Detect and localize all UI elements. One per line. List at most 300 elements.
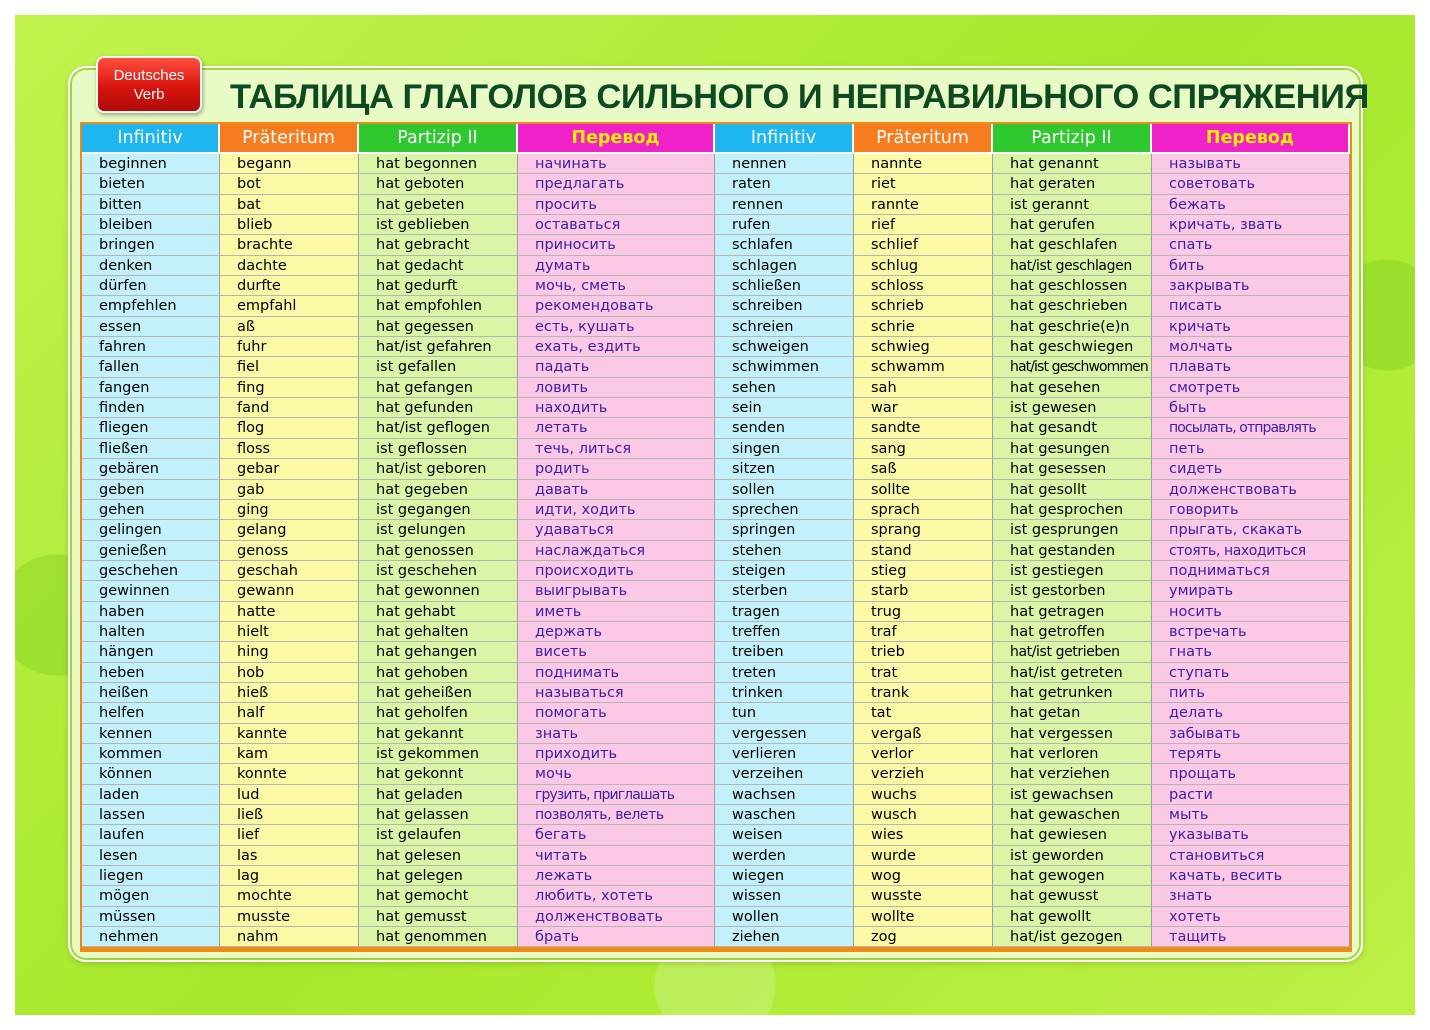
translation-cell: умирать [1152,581,1350,601]
infinitiv-cell: gelingen [82,520,220,540]
translation-cell: плавать [1152,357,1350,377]
partizip-cell: hat genommen [359,927,518,947]
infinitiv-cell: schlafen [715,235,854,255]
translation-cell: позволять, велеть [518,805,715,825]
partizip-cell: ist gerannt [993,195,1152,215]
partizip-cell: hat gelesen [359,846,518,866]
prateritum-cell: fuhr [220,337,359,357]
translation-cell: называть [1152,154,1350,174]
translation-cell: качать, весить [1152,866,1350,886]
partizip-cell: hat empfohlen [359,296,518,316]
prateritum-cell: schlief [854,235,993,255]
partizip-cell: hat gelegen [359,866,518,886]
partizip-cell: hat gefunden [359,398,518,418]
infinitiv-cell: laufen [82,825,220,845]
prateritum-cell: flog [220,418,359,438]
infinitiv-cell: denken [82,256,220,276]
prateritum-cell: hing [220,642,359,662]
prateritum-cell: fand [220,398,359,418]
partizip-cell: hat geladen [359,785,518,805]
prateritum-cell: riet [854,174,993,194]
prateritum-cell: genoss [220,541,359,561]
infinitiv-cell: waschen [715,805,854,825]
translation-cell: долженствовать [518,907,715,927]
translation-cell: родить [518,459,715,479]
translation-cell: предлагать [518,174,715,194]
infinitiv-cell: wiegen [715,866,854,886]
prateritum-cell: verzieh [854,764,993,784]
header-translation: Перевод [1152,124,1350,154]
partizip-cell: ist geblieben [359,215,518,235]
prateritum-cell: mochte [220,886,359,906]
prateritum-cell: sah [854,378,993,398]
partizip-cell: hat geschlafen [993,235,1152,255]
partizip-cell: hat gehoben [359,663,518,683]
infinitiv-cell: steigen [715,561,854,581]
partizip-cell: hat gemocht [359,886,518,906]
translation-cell: мыть [1152,805,1350,825]
logo-line-2: Verb [133,86,165,103]
infinitiv-cell: bleiben [82,215,220,235]
prateritum-cell: fiel [220,357,359,377]
partizip-cell: hat gekannt [359,724,518,744]
translation-cell: называться [518,683,715,703]
infinitiv-cell: geschehen [82,561,220,581]
infinitiv-cell: ziehen [715,927,854,947]
prateritum-cell: schwieg [854,337,993,357]
partizip-cell: hat geholfen [359,703,518,723]
partizip-cell: ist geschehen [359,561,518,581]
partizip-cell: ist gelaufen [359,825,518,845]
infinitiv-cell: hängen [82,642,220,662]
translation-cell: летать [518,418,715,438]
translation-cell: носить [1152,602,1350,622]
infinitiv-cell: liegen [82,866,220,886]
header-infinitiv: Infinitiv [715,124,854,154]
translation-cell: происходить [518,561,715,581]
infinitiv-cell: mögen [82,886,220,906]
translation-cell: оставаться [518,215,715,235]
infinitiv-cell: sitzen [715,459,854,479]
prateritum-cell: konnte [220,764,359,784]
infinitiv-cell: schreiben [715,296,854,316]
partizip-cell: hat gewaschen [993,805,1152,825]
translation-cell: закрывать [1152,276,1350,296]
header-prateritum: Präteritum [220,124,359,154]
partizip-cell: hat gesungen [993,439,1152,459]
partizip-cell: ist gegangen [359,500,518,520]
translation-cell: бежать [1152,195,1350,215]
infinitiv-cell: wollen [715,907,854,927]
prateritum-cell: dachte [220,256,359,276]
deutsches-verb-logo [96,56,202,113]
prateritum-cell: begann [220,154,359,174]
translation-cell: поднимать [518,663,715,683]
header-infinitiv: Infinitiv [82,124,220,154]
translation-cell: гнать [1152,642,1350,662]
infinitiv-cell: rennen [715,195,854,215]
infinitiv-cell: laden [82,785,220,805]
page-title: ТАБЛИЦА ГЛАГОЛОВ СИЛЬНОГО И НЕПРАВИЛЬНОГО СПРЯЖЕНИЯ [230,78,1369,116]
infinitiv-cell: treiben [715,642,854,662]
partizip-cell: ist gestiegen [993,561,1152,581]
prateritum-cell: rief [854,215,993,235]
prateritum-cell: nahm [220,927,359,947]
partizip-cell: hat gegessen [359,317,518,337]
infinitiv-cell: sehen [715,378,854,398]
partizip-cell: hat getragen [993,602,1152,622]
prateritum-cell: schrieb [854,296,993,316]
partizip-cell: hat gewollt [993,907,1152,927]
prateritum-cell: brachte [220,235,359,255]
translation-cell: бегать [518,825,715,845]
infinitiv-cell: rufen [715,215,854,235]
infinitiv-cell: verzeihen [715,764,854,784]
infinitiv-cell: sprechen [715,500,854,520]
prateritum-cell: ging [220,500,359,520]
translation-cell: спать [1152,235,1350,255]
prateritum-cell: zog [854,927,993,947]
translation-cell: кричать, звать [1152,215,1350,235]
prateritum-cell: gewann [220,581,359,601]
infinitiv-cell: vergessen [715,724,854,744]
prateritum-cell: wies [854,825,993,845]
translation-cell: помогать [518,703,715,723]
prateritum-cell: traf [854,622,993,642]
prateritum-cell: wuchs [854,785,993,805]
translation-cell: приносить [518,235,715,255]
partizip-cell: hat/ist geflogen [359,418,518,438]
translation-cell: есть, кушать [518,317,715,337]
partizip-cell: hat/ist gefahren [359,337,518,357]
prateritum-cell: hatte [220,602,359,622]
infinitiv-cell: weisen [715,825,854,845]
translation-cell: знать [518,724,715,744]
partizip-cell: hat gegeben [359,480,518,500]
translation-cell: петь [1152,439,1350,459]
partizip-cell: hat gesollt [993,480,1152,500]
translation-cell: смотреть [1152,378,1350,398]
prateritum-cell: floss [220,439,359,459]
prateritum-cell: las [220,846,359,866]
partizip-cell: hat getan [993,703,1152,723]
translation-cell: мочь, сметь [518,276,715,296]
prateritum-cell: tat [854,703,993,723]
prateritum-cell: schrie [854,317,993,337]
logo-line-1: Deutsches [113,67,185,84]
prateritum-cell: aß [220,317,359,337]
prateritum-cell: trug [854,602,993,622]
partizip-cell: hat gekonnt [359,764,518,784]
infinitiv-cell: fliegen [82,418,220,438]
verb-table [80,122,1352,952]
header-translation: Перевод [518,124,715,154]
translation-cell: держать [518,622,715,642]
partizip-cell: hat gewonnen [359,581,518,601]
infinitiv-cell: stehen [715,541,854,561]
prateritum-cell: ließ [220,805,359,825]
translation-cell: любить, хотеть [518,886,715,906]
prateritum-cell: blieb [220,215,359,235]
translation-cell: начинать [518,154,715,174]
infinitiv-cell: schweigen [715,337,854,357]
infinitiv-cell: geben [82,480,220,500]
prateritum-cell: wollte [854,907,993,927]
partizip-cell: hat geschrie(e)n [993,317,1152,337]
infinitiv-cell: wissen [715,886,854,906]
prateritum-cell: trat [854,663,993,683]
partizip-cell: hat gewiesen [993,825,1152,845]
prateritum-cell: verlor [854,744,993,764]
partizip-cell: hat gesprochen [993,500,1152,520]
prateritum-cell: stand [854,541,993,561]
partizip-cell: hat/ist geschwommen [993,357,1152,377]
prateritum-cell: starb [854,581,993,601]
partizip-cell: hat gelassen [359,805,518,825]
translation-cell: думать [518,256,715,276]
translation-cell: идти, ходить [518,500,715,520]
prateritum-cell: lag [220,866,359,886]
partizip-cell: ist gewesen [993,398,1152,418]
infinitiv-cell: können [82,764,220,784]
infinitiv-cell: schlagen [715,256,854,276]
infinitiv-cell: sterben [715,581,854,601]
infinitiv-cell: trinken [715,683,854,703]
infinitiv-cell: treffen [715,622,854,642]
infinitiv-cell: müssen [82,907,220,927]
partizip-cell: hat gesessen [993,459,1152,479]
translation-cell: становиться [1152,846,1350,866]
infinitiv-cell: bitten [82,195,220,215]
infinitiv-cell: lassen [82,805,220,825]
prateritum-cell: wurde [854,846,993,866]
partizip-cell: hat gehangen [359,642,518,662]
infinitiv-cell: schließen [715,276,854,296]
infinitiv-cell: fließen [82,439,220,459]
partizip-cell: hat genossen [359,541,518,561]
partizip-cell: hat verloren [993,744,1152,764]
infinitiv-cell: verlieren [715,744,854,764]
prateritum-cell: hieß [220,683,359,703]
translation-cell: посылать, отправлять [1152,418,1350,438]
prateritum-cell: lief [220,825,359,845]
infinitiv-cell: heißen [82,683,220,703]
partizip-cell: hat gewogen [993,866,1152,886]
partizip-cell: hat gefangen [359,378,518,398]
translation-cell: приходить [518,744,715,764]
partizip-cell: hat geschrieben [993,296,1152,316]
translation-cell: грузить, приглашать [518,785,715,805]
partizip-cell: hat getrunken [993,683,1152,703]
partizip-cell: ist gestorben [993,581,1152,601]
translation-cell: тащить [1152,927,1350,947]
prateritum-cell: trank [854,683,993,703]
infinitiv-cell: fangen [82,378,220,398]
prateritum-cell: sandte [854,418,993,438]
translation-cell: кричать [1152,317,1350,337]
translation-cell: течь, литься [518,439,715,459]
translation-cell: висеть [518,642,715,662]
infinitiv-cell: werden [715,846,854,866]
prateritum-cell: schwamm [854,357,993,377]
infinitiv-cell: genießen [82,541,220,561]
infinitiv-cell: sollen [715,480,854,500]
partizip-cell: hat begonnen [359,154,518,174]
translation-cell: находить [518,398,715,418]
translation-cell: ехать, ездить [518,337,715,357]
infinitiv-cell: dürfen [82,276,220,296]
infinitiv-cell: essen [82,317,220,337]
translation-cell: лежать [518,866,715,886]
translation-cell: рекомендовать [518,296,715,316]
prateritum-cell: schlug [854,256,993,276]
partizip-cell: hat geschlossen [993,276,1152,296]
translation-cell: забывать [1152,724,1350,744]
partizip-cell: hat/ist geboren [359,459,518,479]
prateritum-cell: rannte [854,195,993,215]
partizip-cell: hat geheißen [359,683,518,703]
translation-cell: ловить [518,378,715,398]
infinitiv-cell: singen [715,439,854,459]
infinitiv-cell: schwimmen [715,357,854,377]
translation-cell: сидеть [1152,459,1350,479]
partizip-cell: hat verziehen [993,764,1152,784]
partizip-cell: hat geboten [359,174,518,194]
prateritum-cell: saß [854,459,993,479]
infinitiv-cell: sein [715,398,854,418]
translation-cell: делать [1152,703,1350,723]
translation-cell: писать [1152,296,1350,316]
partizip-cell: ist gefallen [359,357,518,377]
prateritum-cell: gab [220,480,359,500]
partizip-cell: hat gemusst [359,907,518,927]
prateritum-cell: wog [854,866,993,886]
partizip-cell: hat gebeten [359,195,518,215]
infinitiv-cell: heben [82,663,220,683]
infinitiv-cell: schreien [715,317,854,337]
partizip-cell: ist gelungen [359,520,518,540]
infinitiv-cell: fahren [82,337,220,357]
partizip-cell: ist gekommen [359,744,518,764]
translation-cell: говорить [1152,500,1350,520]
partizip-cell: hat gebracht [359,235,518,255]
partizip-cell: hat geschwiegen [993,337,1152,357]
partizip-cell: hat gerufen [993,215,1152,235]
partizip-cell: hat genannt [993,154,1152,174]
header-partizip: Partizip II [993,124,1152,154]
translation-cell: прощать [1152,764,1350,784]
prateritum-cell: durfte [220,276,359,296]
translation-cell: брать [518,927,715,947]
prateritum-cell: hielt [220,622,359,642]
partizip-cell: hat getroffen [993,622,1152,642]
prateritum-cell: kam [220,744,359,764]
translation-cell: бить [1152,256,1350,276]
infinitiv-cell: bieten [82,174,220,194]
partizip-cell: ist gewachsen [993,785,1152,805]
partizip-cell: hat gewusst [993,886,1152,906]
translation-cell: терять [1152,744,1350,764]
translation-cell: подниматься [1152,561,1350,581]
translation-cell: читать [518,846,715,866]
prateritum-cell: geschah [220,561,359,581]
translation-cell: наслаждаться [518,541,715,561]
partizip-cell: ist geworden [993,846,1152,866]
prateritum-cell: wusste [854,886,993,906]
prateritum-cell: schloss [854,276,993,296]
translation-cell: долженствовать [1152,480,1350,500]
prateritum-cell: fing [220,378,359,398]
infinitiv-cell: beginnen [82,154,220,174]
prateritum-cell: gelang [220,520,359,540]
infinitiv-cell: lesen [82,846,220,866]
translation-cell: молчать [1152,337,1350,357]
prateritum-cell: empfahl [220,296,359,316]
partizip-cell: hat vergessen [993,724,1152,744]
prateritum-cell: lud [220,785,359,805]
translation-cell: пить [1152,683,1350,703]
infinitiv-cell: nehmen [82,927,220,947]
prateritum-cell: bot [220,174,359,194]
partizip-cell: hat gedacht [359,256,518,276]
translation-cell: падать [518,357,715,377]
infinitiv-cell: kennen [82,724,220,744]
infinitiv-cell: gewinnen [82,581,220,601]
translation-cell: знать [1152,886,1350,906]
partizip-cell: ist geflossen [359,439,518,459]
translation-cell: мочь [518,764,715,784]
prateritum-cell: bat [220,195,359,215]
infinitiv-cell: tun [715,703,854,723]
infinitiv-cell: halten [82,622,220,642]
translation-cell: иметь [518,602,715,622]
partizip-cell: hat gehabt [359,602,518,622]
infinitiv-cell: raten [715,174,854,194]
translation-cell: давать [518,480,715,500]
prateritum-cell: nannte [854,154,993,174]
infinitiv-cell: bringen [82,235,220,255]
infinitiv-cell: finden [82,398,220,418]
partizip-cell: hat gehalten [359,622,518,642]
prateritum-cell: sprach [854,500,993,520]
partizip-cell: hat/ist geschlagen [993,256,1152,276]
partizip-cell: hat gesehen [993,378,1152,398]
infinitiv-cell: haben [82,602,220,622]
prateritum-cell: sollte [854,480,993,500]
partizip-cell: hat/ist getrieben [993,642,1152,662]
infinitiv-cell: tragen [715,602,854,622]
infinitiv-cell: gehen [82,500,220,520]
infinitiv-cell: treten [715,663,854,683]
partizip-cell: hat geraten [993,174,1152,194]
prateritum-cell: wusch [854,805,993,825]
partizip-cell: hat gedurft [359,276,518,296]
header-partizip: Partizip II [359,124,518,154]
partizip-cell: hat/ist getreten [993,663,1152,683]
prateritum-cell: stieg [854,561,993,581]
infinitiv-cell: nennen [715,154,854,174]
translation-cell: ступать [1152,663,1350,683]
translation-cell: просить [518,195,715,215]
header-prateritum: Präteritum [854,124,993,154]
infinitiv-cell: kommen [82,744,220,764]
partizip-cell: ist gesprungen [993,520,1152,540]
prateritum-cell: vergaß [854,724,993,744]
translation-cell: расти [1152,785,1350,805]
prateritum-cell: sprang [854,520,993,540]
infinitiv-cell: fallen [82,357,220,377]
prateritum-cell: musste [220,907,359,927]
